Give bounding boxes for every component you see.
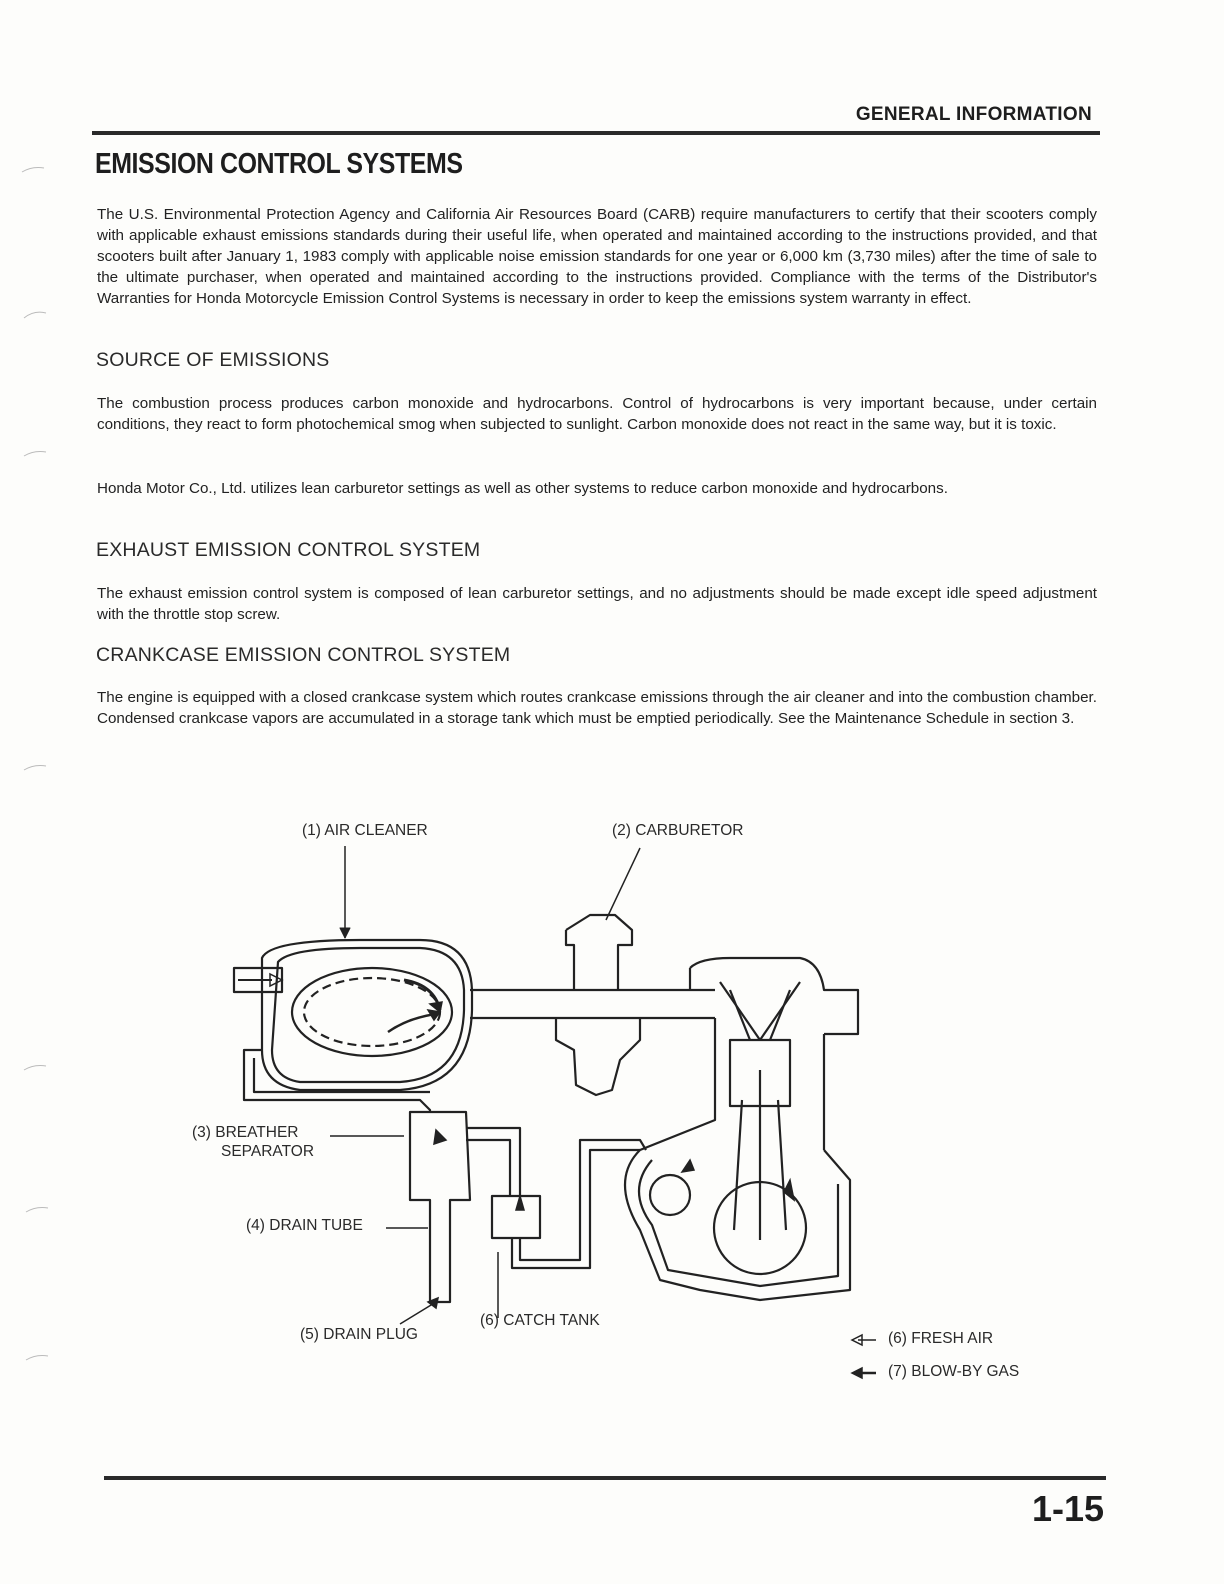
legend-blow-by-gas: (7) BLOW-BY GAS [888,1363,1020,1380]
label-drain-plug: (5) DRAIN PLUG [300,1326,418,1343]
label-drain-tube: (4) DRAIN TUBE [246,1217,363,1234]
source-paragraph-2: Honda Motor Co., Ltd. utilizes lean carburetor settings as well as other systems to reduce carbon monoxide and hydrocarbons. [97,480,948,497]
crankcase-paragraph: The engine is equipped with a closed crankcase system which routes crankcase emissions through the air cleaner and into the combustion chamber. Condensed crankcase vapors are accumulated in a storage tank which must be emptied periodically. See the Maintenance Schedule in section 3. [97,689,1097,727]
intro-paragraph: The U.S. Environmental Protection Agency and California Air Resources Board (CARB) require manufacturers to certify that their scooters comply with applicable exhaust emissions standards during their useful life, when operated and maintained according to the instructions provided, and that scooters built after January 1, 1983 comply with applicable noise emission standards for one year or 6,000 km (3,730 miles) after the time of sale to the ultimate purchaser, when operated and maintained according to the instructions provided. Compliance with the terms of the Distributor's Warranties for Honda Motorcycle Emission Control Systems is necessary in order to keep the emissions system warranty in effect. [97,206,1097,307]
heading-source-of-emissions: SOURCE OF EMISSIONS [96,349,330,371]
heading-exhaust-emission: EXHAUST EMISSION CONTROL SYSTEM [96,539,481,561]
page-number: 1-15 [1031,1488,1104,1529]
label-carburetor: (2) CARBURETOR [612,822,744,839]
label-separator: SEPARATOR [221,1143,315,1160]
label-breather: (3) BREATHER [192,1124,299,1141]
heading-crankcase-emission: CRANKCASE EMISSION CONTROL SYSTEM [96,644,511,666]
section-header-label: GENERAL INFORMATION [855,104,1092,125]
label-catch-tank: (6) CATCH TANK [480,1312,600,1329]
source-paragraph-1: The combustion process produces carbon monoxide and hydrocarbons. Control of hydrocarbons is very important because, under certain conditions, they react to form photochemical smog when subjected to sunlight. Carbon monoxide does not react in the same way, but it is toxic. [97,395,1097,433]
bottom-rule [104,1476,1106,1480]
exhaust-paragraph: The exhaust emission control system is composed of lean carburetor settings, and no adjustments should be made except idle speed adjustment with the throttle stop screw. [97,585,1097,623]
page-title: EMISSION CONTROL SYSTEMS [95,148,463,180]
label-air-cleaner: (1) AIR CLEANER [302,822,428,839]
legend-fresh-air: (6) FRESH AIR [888,1330,994,1347]
